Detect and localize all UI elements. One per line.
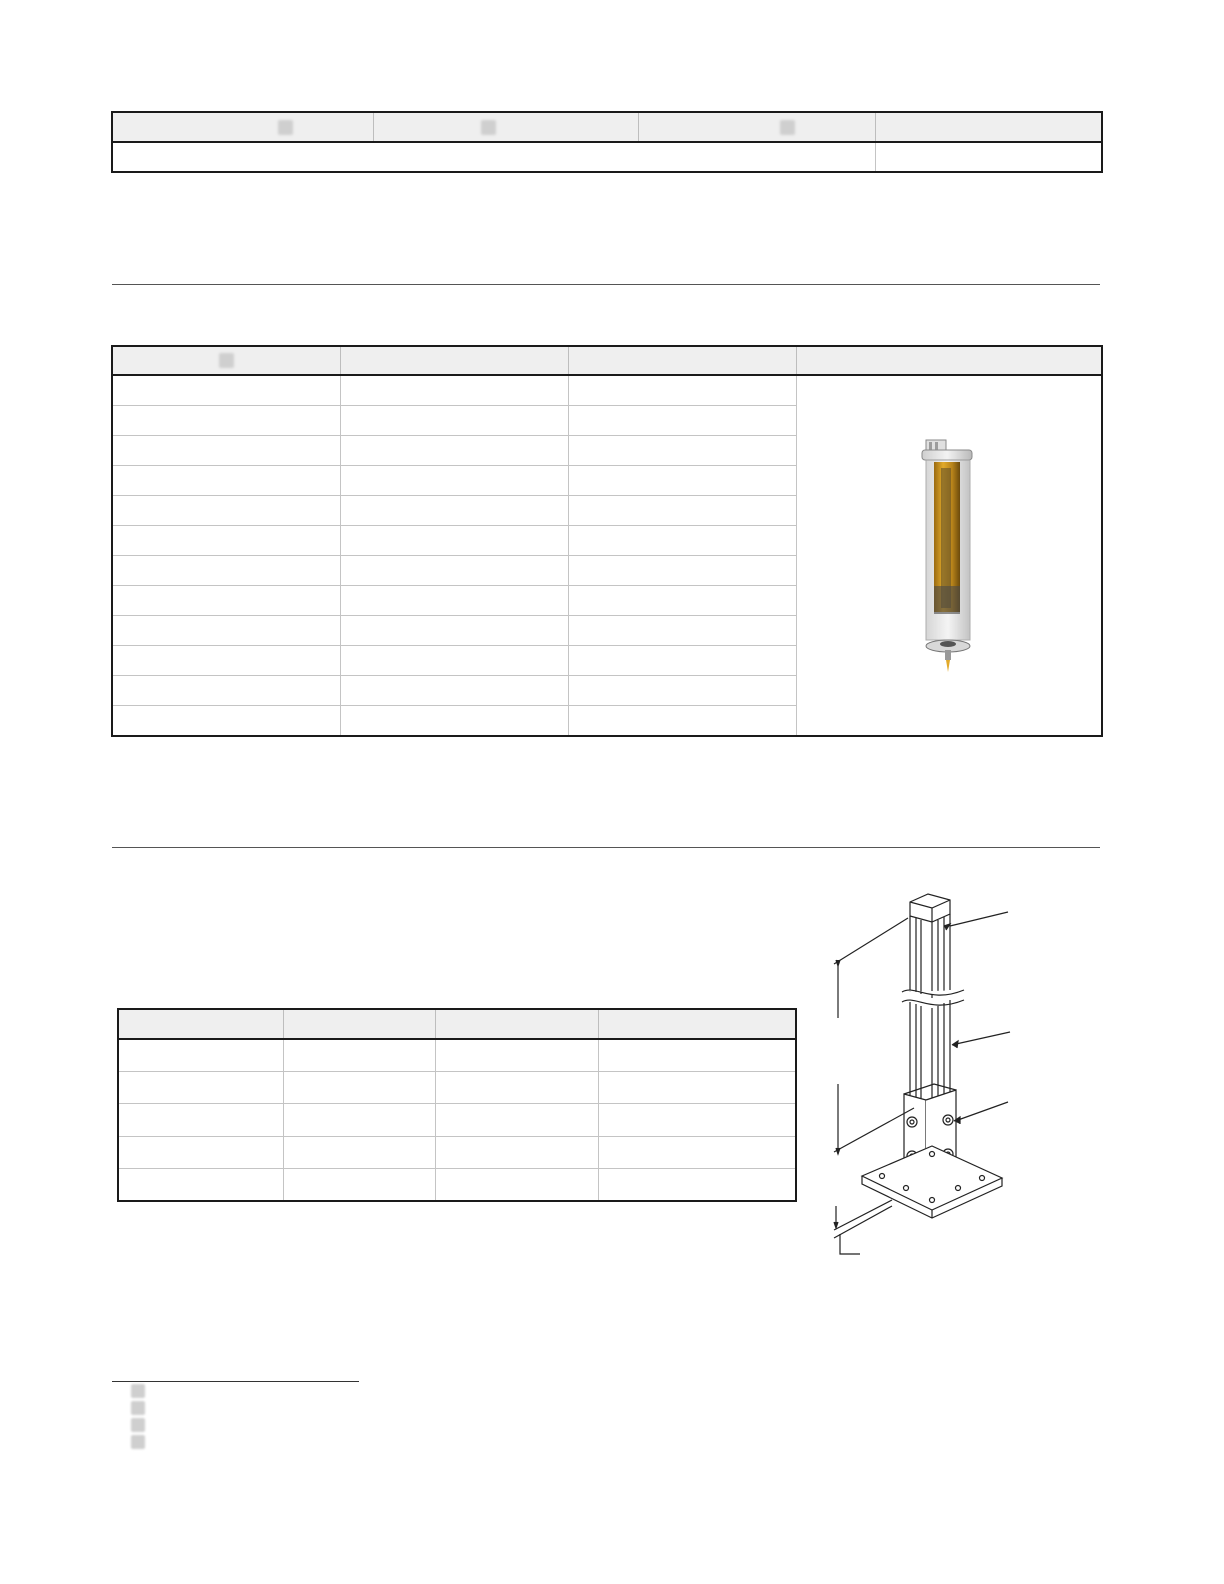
table-cell	[112, 525, 340, 555]
table-header-cell	[435, 1009, 598, 1039]
table-cell	[568, 405, 796, 435]
table-cell	[340, 435, 568, 465]
footnote-marker	[131, 1435, 145, 1449]
footnote-marker	[131, 1401, 145, 1415]
table-cell	[112, 586, 340, 616]
table-cell	[340, 525, 568, 555]
table-row	[118, 1169, 796, 1201]
table-cell	[112, 465, 340, 495]
redacted-mark	[481, 120, 496, 135]
table-cell	[340, 706, 568, 736]
table-header-cell	[340, 346, 568, 375]
redacted-mark	[780, 120, 795, 135]
table-cell	[112, 556, 340, 586]
mounting-stand-diagram	[820, 888, 1020, 1260]
table-cell	[568, 676, 796, 706]
table-cell	[118, 1039, 283, 1071]
table-cell	[340, 375, 568, 405]
table-header-cell	[638, 112, 875, 142]
table-header-cell	[118, 1009, 283, 1039]
table-header-cell	[373, 112, 638, 142]
table-cell	[568, 495, 796, 525]
table-cell	[112, 495, 340, 525]
table-cell	[340, 465, 568, 495]
table-row	[112, 375, 1102, 405]
table-cell	[598, 1169, 796, 1201]
table-cell	[118, 1072, 283, 1104]
table-cell	[598, 1136, 796, 1168]
section-divider	[112, 847, 1100, 848]
table-cell	[112, 616, 340, 646]
table-cell	[340, 495, 568, 525]
table-cell	[568, 525, 796, 555]
table-row	[112, 142, 1102, 172]
table-header-cell	[283, 1009, 435, 1039]
table-cell	[598, 1039, 796, 1071]
table-stands	[117, 1008, 797, 1202]
table-cell	[435, 1169, 598, 1201]
table-cell	[875, 142, 1102, 172]
table-top	[111, 111, 1103, 173]
table-cell	[112, 646, 340, 676]
table-cell	[112, 676, 340, 706]
table-row	[118, 1136, 796, 1168]
table-cell	[112, 375, 340, 405]
table-cell	[112, 706, 340, 736]
table-header-cell	[568, 346, 796, 375]
table-cell	[112, 405, 340, 435]
table-cell	[118, 1104, 283, 1136]
table-header-cell	[875, 112, 1102, 142]
table-cell	[568, 586, 796, 616]
table-cell	[340, 646, 568, 676]
table-cell	[568, 465, 796, 495]
table-cell	[435, 1039, 598, 1071]
table-row	[118, 1072, 796, 1104]
table-header-cell	[112, 346, 340, 375]
table-cell	[568, 375, 796, 405]
table-cell	[283, 1169, 435, 1201]
light-curtain-image	[918, 436, 980, 676]
table-cell	[598, 1104, 796, 1136]
table-cell	[340, 676, 568, 706]
section-divider	[112, 284, 1100, 285]
table-row	[118, 1104, 796, 1136]
footnote-marker	[131, 1384, 145, 1398]
table-cell	[340, 616, 568, 646]
table-cell	[568, 556, 796, 586]
table-cell	[568, 616, 796, 646]
table-header-row	[112, 112, 1102, 142]
table-header-cell	[112, 112, 373, 142]
table-cell	[283, 1072, 435, 1104]
table-cell	[568, 435, 796, 465]
table-cell	[435, 1136, 598, 1168]
redacted-mark	[278, 120, 293, 135]
table-cell	[435, 1072, 598, 1104]
table-header-row	[112, 346, 1102, 375]
table-cell	[283, 1136, 435, 1168]
footnote-divider	[112, 1381, 359, 1382]
table-cell	[283, 1104, 435, 1136]
table-cell	[568, 706, 796, 736]
table-cell	[340, 405, 568, 435]
table-cell	[435, 1104, 598, 1136]
table-header-cell	[598, 1009, 796, 1039]
table-row	[118, 1039, 796, 1071]
table-cell	[118, 1169, 283, 1201]
table-header-row	[118, 1009, 796, 1039]
table-cell	[283, 1039, 435, 1071]
table-cell	[568, 646, 796, 676]
table-cell	[112, 435, 340, 465]
table-cell	[340, 586, 568, 616]
footnote-marker	[131, 1418, 145, 1432]
table-header-cell	[796, 346, 1102, 375]
table-cell	[112, 142, 875, 172]
table-cell	[598, 1072, 796, 1104]
table-cell	[118, 1136, 283, 1168]
redacted-mark	[219, 353, 234, 368]
table-cell	[340, 556, 568, 586]
